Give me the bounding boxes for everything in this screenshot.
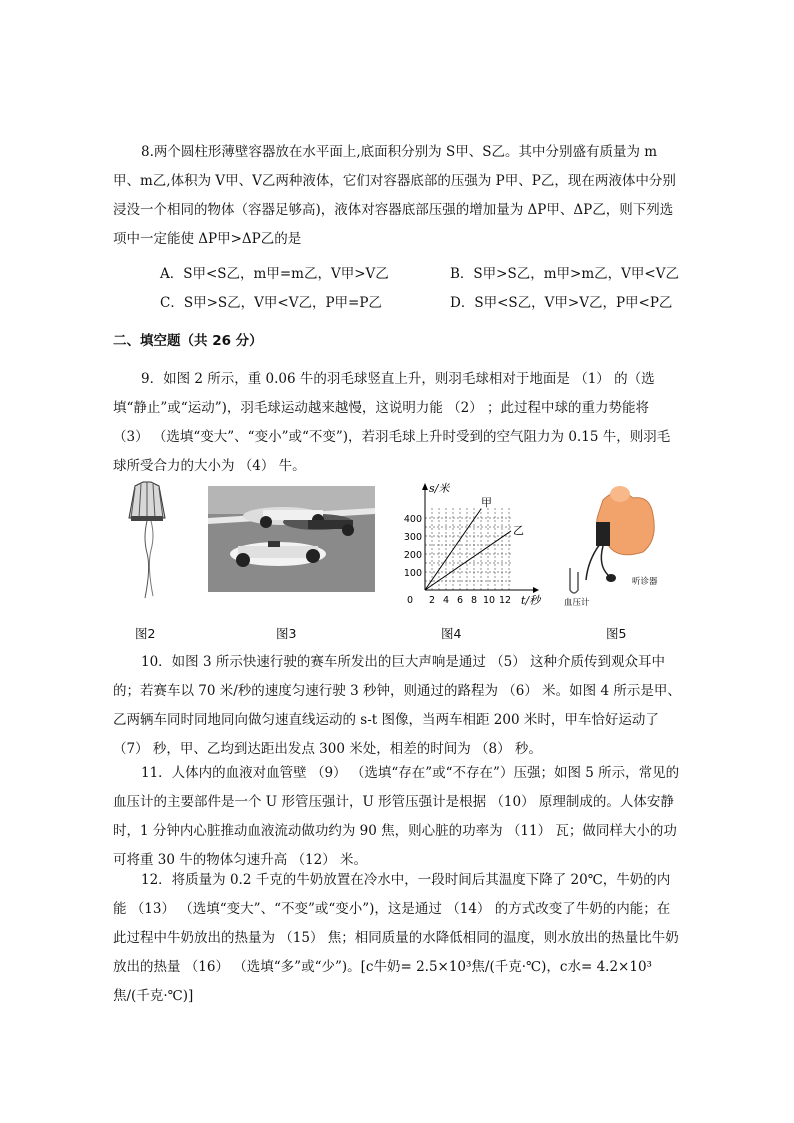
fig4-x-tick: 2 (428, 595, 436, 606)
fig2-shuttlecock-image (123, 478, 173, 602)
question-9-text: 9．如图 2 所示，重 0.06 牛的羽毛球竖直上升，则羽毛球相对于地面是 （1） 的（选填“静止”或“运动”)，羽毛球运动越来越慢，这说明力能 （2） ；此过程中球的重力势能将 （3） （选填“变大”、“变小”或“不变”)，若羽毛球上升时受到的空气阻力为 0.15 牛，则羽毛球所受合力的大小为 （4） 牛。 (113, 371, 671, 474)
section-title: 二、填空题（共 26 分） (113, 333, 263, 349)
fig4-caption: 图4 (441, 626, 462, 641)
fig5-gauge-label: 血压计 (564, 598, 590, 608)
question-10 (113, 648, 683, 764)
fig4-x-tick: 12 (498, 595, 512, 606)
question-8 (113, 138, 683, 254)
fig4-y-axis-label: s/米 (429, 482, 450, 495)
fig5-stethoscope-label: 听诊器 (632, 577, 658, 587)
question-8-text: 8.两个圆柱形薄壁容器放在水平面上,底面积分别为 S甲、S乙。其中分别盛有质量为 m甲、m乙,体积为 V甲、V乙两种液体，它们对容器底部的压强为 P甲、P乙，现在两液体中分别浸没一个相同的物体（容器足够高)，液体对容器底部压强的增加量为 ΔP甲、ΔP乙，则下列选项中一定能使 ΔP甲>ΔP乙的是 (113, 144, 676, 247)
q8-option-b: B．S甲>S乙，m甲>m乙，V甲<V乙 (450, 266, 679, 282)
question-10-text: 10．如图 3 所示快速行驶的赛车所发出的巨大声响是通过 （5） 这种介质传到观众耳中的；若赛车以 70 米/秒的速度匀速行驶 3 秒钟，则通过的路程为 （6） 米。如图 4 所示是甲、乙两辆车同时同地同向做匀速直线运动的 s-t 图像，当两车相距 200 米时，甲车恰好运动了 （7） 秒，甲、乙均到达距出发点 300 米处，相差的时间为 （8） 秒。 (113, 654, 681, 757)
fig5-blood-pressure-image (558, 480, 678, 608)
fig4-x-tick: 8 (470, 595, 478, 606)
fig2-caption: 图2 (135, 626, 156, 641)
fig4-y-tick: 100 (403, 568, 422, 579)
figures-row (113, 478, 683, 618)
question-11 (113, 759, 683, 875)
fig4-st-chart (393, 478, 553, 608)
question-11-text: 11．人体内的血液对血管壁 （9） （选填“存在”或“不存在”）压强；如图 5 所示，常见的血压计的主要部件是一个 U 形管压强计，U 形管压强计是根据 （10） 原理制成的。人体安静时，1 分钟内心脏推动血液流动做功约为 90 焦，则心脏的功率为 （11） 瓦；做同样大小的功可将重 30 牛的物体匀速升高 （12） 米。 (113, 765, 680, 868)
fig4-y-tick: 200 (403, 550, 422, 561)
q8-option-a: A．S甲<S乙，m甲=m乙，V甲>V乙 (160, 266, 389, 282)
fig4-y-tick: 300 (403, 532, 422, 543)
fig4-x-tick: 10 (482, 595, 496, 606)
fig4-x-axis-label: t/秒 (521, 594, 541, 607)
question-9 (113, 365, 683, 481)
fig4-line-label-yi: 乙 (513, 524, 524, 537)
fig4-y-tick: 0 (406, 595, 413, 606)
fig5-caption: 图5 (606, 626, 627, 641)
fig4-line-label-jia: 甲 (481, 496, 492, 509)
fig3-race-cars-image (208, 486, 375, 592)
fig4-y-tick: 400 (403, 514, 422, 525)
q8-option-d: D．S甲<S乙，V甲>V乙，P甲<P乙 (450, 295, 673, 311)
question-12-text: 12．将质量为 0.2 千克的牛奶放置在冷水中，一段时间后其温度下降了 20℃，牛奶的内能 （13） （选填“变大”、“不变”或“变小”)，这是通过 （14） 的方式改变了牛奶的内能；在此过程中牛奶放出的热量为 （15） 焦；相同质量的水降低相同的温度，则水放出的热量比牛奶放出的热量 （16） （选填“多”或“少”)。[c牛奶= 2.5×10³焦/(千克·℃)，c水= 4.2×10³焦/(千克·℃)] (113, 872, 679, 1004)
fig4-x-tick: 6 (456, 595, 464, 606)
question-12 (113, 866, 683, 1011)
fig3-caption: 图3 (276, 626, 297, 641)
q8-option-c: C．S甲>S乙，V甲<V乙，P甲=P乙 (160, 295, 382, 311)
fig4-x-tick: 4 (442, 595, 450, 606)
